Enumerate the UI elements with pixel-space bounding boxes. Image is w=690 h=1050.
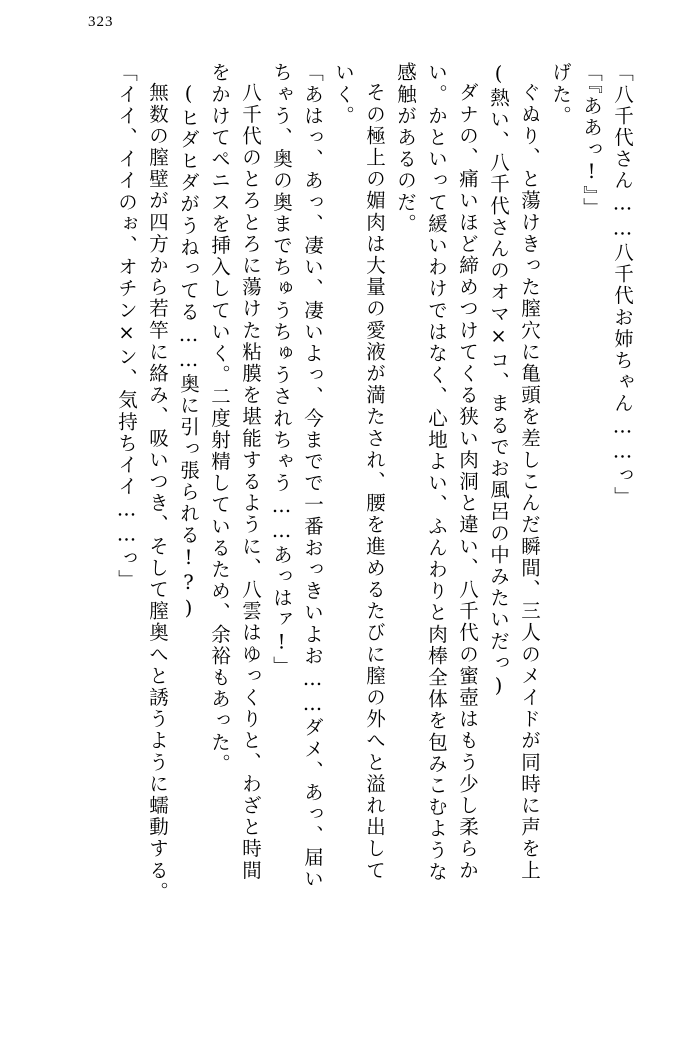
body-paragraph: をかけてペニスを挿入していく。二度射精しているため、余裕もあった。	[208, 62, 231, 775]
body-paragraph: 「八千代さん……八千代お姉ちゃん……っ」	[611, 62, 634, 508]
body-paragraph: (ヒダヒダがうねってる……奥に引っ張られる!?)	[177, 82, 200, 622]
body-paragraph: 「『ああっ!』」	[580, 62, 603, 219]
body-paragraph: 「あはっ、あっ、凄い、凄いよっ、今までで一番おっきいよお……ダメ、あっ、届い	[301, 62, 324, 890]
body-paragraph: 感触があるのだ。	[394, 62, 417, 235]
page-body-text	[58, 62, 638, 1030]
page-number: 323	[88, 14, 114, 30]
body-paragraph: (熱い、八千代さんのオマ×コ、まるでお風呂の中みたいだっ)	[487, 62, 510, 699]
body-paragraph: 無数の膣壁が四方から若竿に絡み、吸いつき、そして膣奥へと誘うように蠕動する。	[146, 82, 169, 903]
body-paragraph: ダナの、痛いほど締めつけてくる狭い肉洞と違い、八千代の蜜壺はもう少し柔らか	[456, 82, 479, 882]
body-paragraph: い。かといって緩いわけではなく、心地よい、ふんわりと肉棒全体を包みこむような	[425, 62, 448, 883]
body-paragraph: ちゃう、奥の奥までちゅうちゅうされちゃう……あっはァ!」	[270, 62, 293, 678]
body-paragraph: その極上の媚肉は大量の愛液が満たされ、腰を進めるたびに膣の外へと溢れ出して	[363, 82, 386, 882]
body-paragraph: いく。	[332, 62, 355, 127]
body-paragraph: ぐぬり、と蕩けきった膣穴に亀頭を差しこんだ瞬間、三人のメイドが同時に声を上	[518, 82, 541, 882]
body-paragraph: 「イイ、イイのぉ、オチン×ン、気持ちイイ……っ」	[115, 62, 138, 591]
body-paragraph: げた。	[549, 62, 572, 127]
body-paragraph: 八千代のとろとろに蕩けた粘膜を堪能するように、八雲はゆっくりと、わざと時間	[239, 82, 262, 882]
